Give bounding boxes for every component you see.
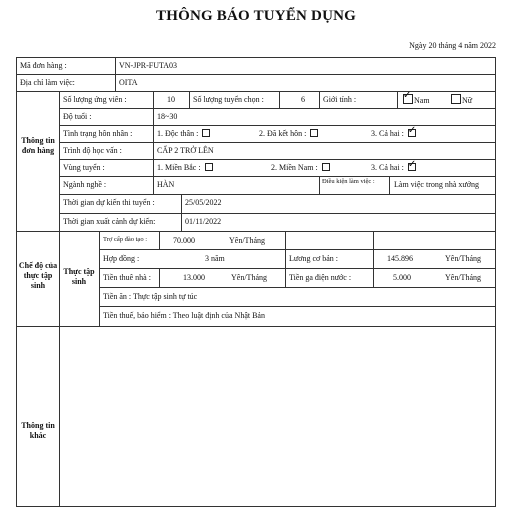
departure-value: 01/11/2022 bbox=[185, 217, 222, 226]
col-divider bbox=[285, 231, 286, 249]
candidates-label: Số lượng ứng viên : bbox=[63, 95, 127, 104]
age-value: 18~30 bbox=[157, 112, 178, 121]
row-divider bbox=[17, 326, 495, 327]
col-divider bbox=[153, 176, 154, 194]
utility-unit: Yên/Tháng bbox=[445, 273, 481, 282]
row-divider bbox=[59, 176, 495, 177]
tax-info: Tiền thuế, bảo hiểm : Theo luật định của Nhật Bản bbox=[103, 311, 265, 320]
page-title: THÔNG BÁO TUYỂN DỤNG bbox=[156, 8, 356, 24]
col-divider bbox=[279, 91, 280, 108]
work-address-value: OITA bbox=[119, 78, 138, 87]
departure-label: Thời gian xuất cảnh dự kiến: bbox=[63, 217, 156, 226]
col-divider bbox=[159, 268, 160, 287]
row-divider bbox=[17, 91, 495, 92]
row-divider bbox=[59, 142, 495, 143]
section-trainee: Thực tập sinh bbox=[63, 267, 95, 286]
marital-single[interactable]: 1. Độc thân : bbox=[157, 129, 210, 139]
row-divider bbox=[59, 213, 495, 214]
row-divider bbox=[59, 108, 495, 109]
region-south[interactable]: 2. Miền Nam : bbox=[271, 163, 330, 173]
work-address-label: Địa chỉ làm việc: bbox=[20, 78, 75, 87]
marital-married[interactable]: 2. Đã kết hôn : bbox=[259, 129, 318, 139]
salary-unit: Yên/Tháng bbox=[445, 254, 481, 263]
education-value: CẤP 2 TRỞ LÊN bbox=[157, 146, 214, 155]
col-divider bbox=[159, 231, 160, 249]
gender-male[interactable]: ✓ Nam bbox=[403, 94, 430, 106]
housing-unit: Yên/Tháng bbox=[231, 273, 267, 282]
col-divider bbox=[181, 194, 182, 231]
contract-label: Hợp đồng : bbox=[103, 254, 140, 263]
utility-value: 5.000 bbox=[393, 273, 411, 282]
col-divider bbox=[389, 176, 390, 194]
col-divider bbox=[319, 91, 320, 108]
checkbox-icon[interactable] bbox=[322, 163, 330, 171]
row-divider bbox=[99, 306, 495, 307]
marital-label: Tình trạng hôn nhân : bbox=[63, 129, 133, 138]
col-divider bbox=[285, 249, 286, 287]
marital-both[interactable]: 3. Cả hai :✓ bbox=[371, 129, 416, 139]
exam-label: Thời gian dự kiến thi tuyển : bbox=[63, 198, 155, 207]
col-divider bbox=[397, 91, 398, 108]
housing-value: 13.000 bbox=[183, 273, 205, 282]
salary-label: Lương cơ bản : bbox=[289, 254, 339, 263]
utility-label: Tiền ga điện nước : bbox=[289, 273, 352, 282]
training-value: 70.000 bbox=[173, 236, 195, 245]
job-label: Ngành nghề : bbox=[63, 180, 107, 189]
order-code-value: VN-JPR-FUTA03 bbox=[119, 61, 178, 70]
row-divider bbox=[17, 231, 495, 232]
row-divider bbox=[59, 159, 495, 160]
checkbox-icon[interactable] bbox=[451, 94, 461, 104]
salary-value: 145.896 bbox=[387, 254, 413, 263]
col-divider bbox=[319, 176, 320, 194]
region-north[interactable]: 1. Miền Bắc : bbox=[157, 163, 213, 173]
checkbox-icon[interactable] bbox=[205, 163, 213, 171]
checkbox-icon[interactable] bbox=[202, 129, 210, 137]
candidates-value: 10 bbox=[167, 95, 175, 104]
checkbox-checked-icon[interactable] bbox=[403, 94, 413, 104]
col-divider bbox=[189, 91, 190, 108]
section-benefits: Chế độ của thực tập sinh bbox=[18, 261, 58, 290]
section-other: Thông tin khác bbox=[21, 421, 55, 440]
job-value: HÀN bbox=[157, 180, 175, 189]
conditions-label: Điều kiện làm việc : bbox=[322, 178, 375, 185]
training-label: Trợ cấp đào tạo : bbox=[103, 236, 147, 243]
checkbox-checked-icon[interactable] bbox=[408, 129, 416, 137]
row-divider bbox=[17, 74, 495, 75]
food-info: Tiền ăn : Thực tập sinh tự túc bbox=[103, 292, 198, 301]
gender-female[interactable]: Nữ bbox=[451, 94, 472, 106]
order-code-label: Mã đơn hàng : bbox=[20, 61, 67, 70]
row-divider bbox=[99, 287, 495, 288]
recruitment-form bbox=[16, 57, 496, 507]
checkbox-checked-icon[interactable] bbox=[408, 163, 416, 171]
age-label: Độ tuổi : bbox=[63, 112, 92, 121]
gender-label: Giới tính : bbox=[323, 95, 357, 104]
row-divider bbox=[99, 249, 495, 250]
row-divider bbox=[59, 125, 495, 126]
col-divider bbox=[153, 159, 154, 176]
col-divider bbox=[153, 91, 154, 108]
row-divider bbox=[59, 194, 495, 195]
issue-date: Ngày 20 tháng 4 năm 2022 bbox=[409, 41, 496, 50]
contract-value: 3 năm bbox=[205, 254, 225, 263]
education-label: Trình độ học vấn : bbox=[63, 146, 122, 155]
col-divider bbox=[373, 249, 374, 287]
selected-label: Số lượng tuyển chọn : bbox=[193, 95, 264, 104]
col-divider bbox=[153, 108, 154, 159]
conditions-value: Làm việc trong nhà xưởng bbox=[394, 180, 479, 189]
col-divider bbox=[59, 91, 60, 506]
region-both[interactable]: 3. Cả hai :✓ bbox=[371, 163, 416, 173]
exam-value: 25/05/2022 bbox=[185, 198, 222, 207]
checkbox-icon[interactable] bbox=[310, 129, 318, 137]
section-order-info: Thông tin đơn hàng bbox=[21, 136, 55, 155]
region-label: Vùng tuyển : bbox=[63, 163, 105, 172]
col-divider bbox=[373, 231, 374, 249]
training-unit: Yên/Tháng bbox=[229, 236, 265, 245]
housing-label: Tiền thuê nhà : bbox=[103, 273, 151, 282]
selected-value: 6 bbox=[301, 95, 305, 104]
col-divider bbox=[115, 58, 116, 91]
col-divider bbox=[99, 231, 100, 326]
